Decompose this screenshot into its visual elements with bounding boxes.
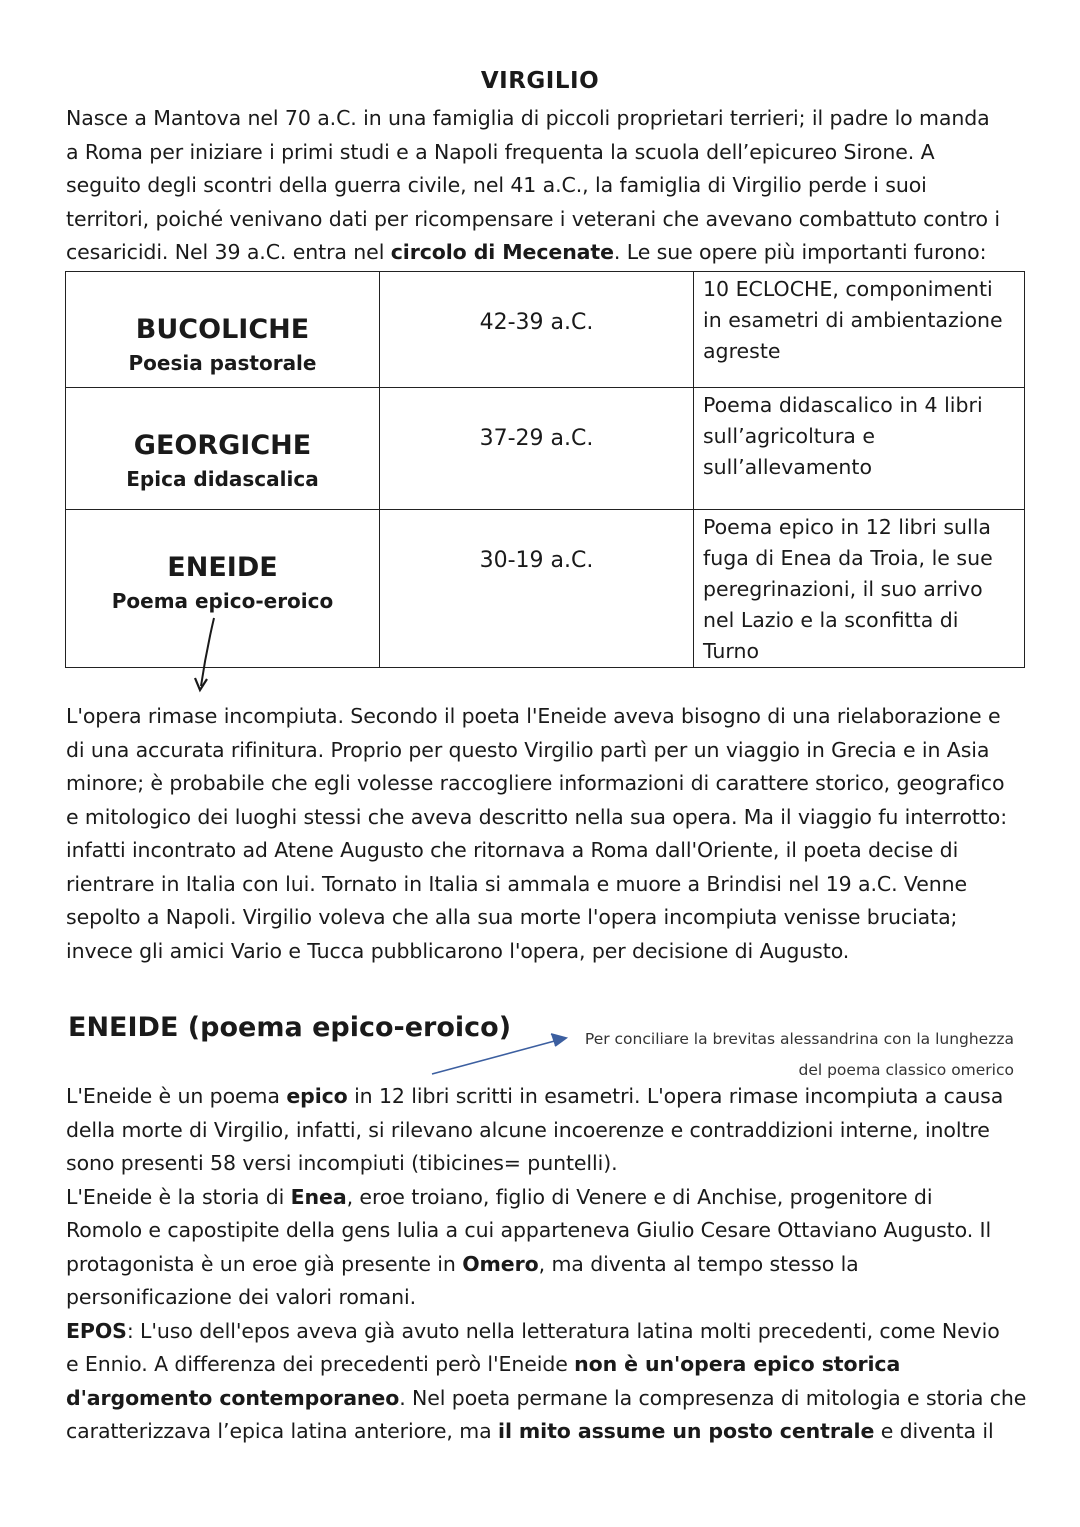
work-desc-cell (694, 510, 1025, 668)
work-date-cell (380, 272, 694, 388)
table-row (66, 510, 1025, 668)
page-title: VIRGILIO (480, 68, 600, 94)
intro-line (66, 236, 1018, 270)
work-name: ENEIDE (167, 552, 278, 583)
bold-text: epico (286, 1084, 348, 1108)
work-description: Poema didascalico in 4 libri sull’agricoltura e sull’allevamento (703, 393, 983, 479)
text: L'Eneide è la storia di (66, 1184, 291, 1209)
intro-line: Nasce a Mantova nel 70 a.C. in una famiglia di piccoli proprietari terrieri; il padre lo manda (66, 106, 990, 130)
text: . Nel poeta permane la compresenza di mitologia e storia che (399, 1385, 1027, 1410)
intro-bold: circolo di Mecenate (390, 240, 614, 264)
work-desc-cell (694, 388, 1025, 510)
work-name-cell (66, 272, 380, 388)
bold-text: Enea (290, 1184, 347, 1209)
paragraph-line (66, 1080, 1018, 1114)
side-note-line: del poema classico omerico (798, 1061, 1014, 1079)
text: in 12 libri scritti in esametri. L'opera rimase incompiuta a causa (347, 1084, 1004, 1108)
paragraph-line: e mitologico dei luoghi stessi che aveva descritto nella sua opera. Ma il viaggio fu interrotto: (66, 804, 1008, 829)
work-date-cell (380, 388, 694, 510)
work-date: 42-39 a.C. (479, 310, 594, 335)
works-table (65, 271, 1025, 668)
text: protagonista è un eroe già presente in (66, 1251, 463, 1276)
work-date-cell (380, 510, 694, 668)
table-row (66, 272, 1025, 388)
paragraph-line: sepolto a Napoli. Virgilio voleva che alla sua morte l'opera incompiuta venisse bruciata; (66, 905, 958, 929)
intro-text: . Le sue opere più importanti furono: (613, 240, 987, 264)
paragraph-line (66, 1415, 1018, 1449)
intro-text: cesaricidi. Nel 39 a.C. entra nel (66, 240, 391, 264)
paragraph-line: sono presenti 58 versi incompiuti (tibicines= puntelli). (66, 1151, 618, 1175)
eneide-paragraph (66, 1080, 1027, 1449)
incomplete-work-paragraph (66, 700, 1018, 968)
work-description: 10 ECLOCHE, componimenti in esametri di ambientazione agreste (703, 277, 1003, 363)
table-row (66, 388, 1025, 510)
text: e diventa il (874, 1419, 994, 1443)
paragraph-line: L'opera rimase incompiuta. Secondo il poeta l'Eneide aveva bisogno di una rielaborazione e (66, 704, 1001, 728)
paragraph-line (66, 1248, 1018, 1282)
paragraph-line: infatti incontrato ad Atene Augusto che ritornava a Roma dall'Oriente, il poeta decise di (66, 838, 959, 862)
work-desc-cell (694, 272, 1025, 388)
paragraph-line (66, 1348, 1018, 1382)
work-genre: Poema epico-eroico (111, 589, 334, 613)
paragraph-line: minore; è probabile che egli volesse raccogliere informazioni di carattere storico, geografico (66, 771, 1005, 795)
work-name: GEORGICHE (133, 430, 312, 461)
paragraph-line (66, 1382, 1027, 1416)
paragraph-line: personificazione dei valori romani. (66, 1285, 416, 1309)
work-description: Poema epico in 12 libri sulla fuga di Enea da Troia, le sue peregrinazioni, il suo arrivo nel Lazio e la sconfitta di Turno (703, 515, 993, 663)
text: , ma diventa al tempo stesso la (538, 1251, 859, 1276)
section-heading: ENEIDE (poema epico-eroico) (68, 1012, 512, 1043)
intro-line: a Roma per iniziare i primi studi e a Napoli frequenta la scuola dell’epicureo Sirone. A (66, 139, 935, 164)
work-date: 37-29 a.C. (479, 426, 594, 451)
work-name-cell (66, 388, 380, 510)
bold-text: d'argomento contemporaneo (66, 1385, 400, 1410)
text: : L'uso dell'epos aveva già avuto nella letteratura latina molti precedenti, come Nevio (126, 1318, 1000, 1343)
paragraph-line: rientrare in Italia con lui. Tornato in Italia si ammala e muore a Brindisi nel 19 a.C. Venne (66, 871, 968, 896)
intro-paragraph (66, 102, 1018, 270)
paragraph-line (66, 1315, 1018, 1349)
bold-text: Omero (462, 1251, 539, 1276)
paragraph-line: di una accurata rifinitura. Proprio per questo Virgilio partì per un viaggio in Grecia e in Asia (66, 737, 990, 762)
bold-text: non è un'opera epico storica (574, 1352, 901, 1376)
intro-line: territori, poiché venivano dati per ricompensare i veterani che avevano combattuto contro i (66, 206, 1000, 231)
paragraph-line (66, 1181, 1018, 1215)
bold-text: EPOS (66, 1318, 127, 1343)
side-note (554, 1024, 1014, 1086)
paragraph-line: Romolo e capostipite della gens Iulia a cui apparteneva Giulio Cesare Ottaviano Augusto. Il (66, 1218, 992, 1242)
paragraph-line: della morte di Virgilio, infatti, si rilevano alcune incoerenze e contraddizioni interne, inoltre (66, 1117, 990, 1142)
work-name-cell (66, 510, 380, 668)
paragraph-line: invece gli amici Vario e Tucca pubblicarono l'opera, per decisione di Augusto. (66, 938, 850, 963)
work-name: BUCOLICHE (135, 314, 310, 345)
work-genre: Poesia pastorale (128, 351, 317, 375)
text: , eroe troiano, figlio di Venere e di Anchise, progenitore di (346, 1184, 933, 1209)
work-date: 30-19 a.C. (479, 548, 594, 573)
text: L'Eneide è un poema (66, 1084, 287, 1108)
bold-text: il mito assume un posto centrale (498, 1419, 875, 1443)
text: e Ennio. A differenza dei precedenti però l'Eneide (66, 1352, 575, 1376)
text: caratterizzava l’epica latina anteriore, ma (66, 1419, 499, 1443)
work-genre: Epica didascalica (126, 467, 319, 491)
side-note-line: Per conciliare la brevitas alessandrina con la lunghezza (584, 1030, 1014, 1048)
intro-line: seguito degli scontri della guerra civile, nel 41 a.C., la famiglia di Virgilio perde i suoi (66, 173, 927, 197)
